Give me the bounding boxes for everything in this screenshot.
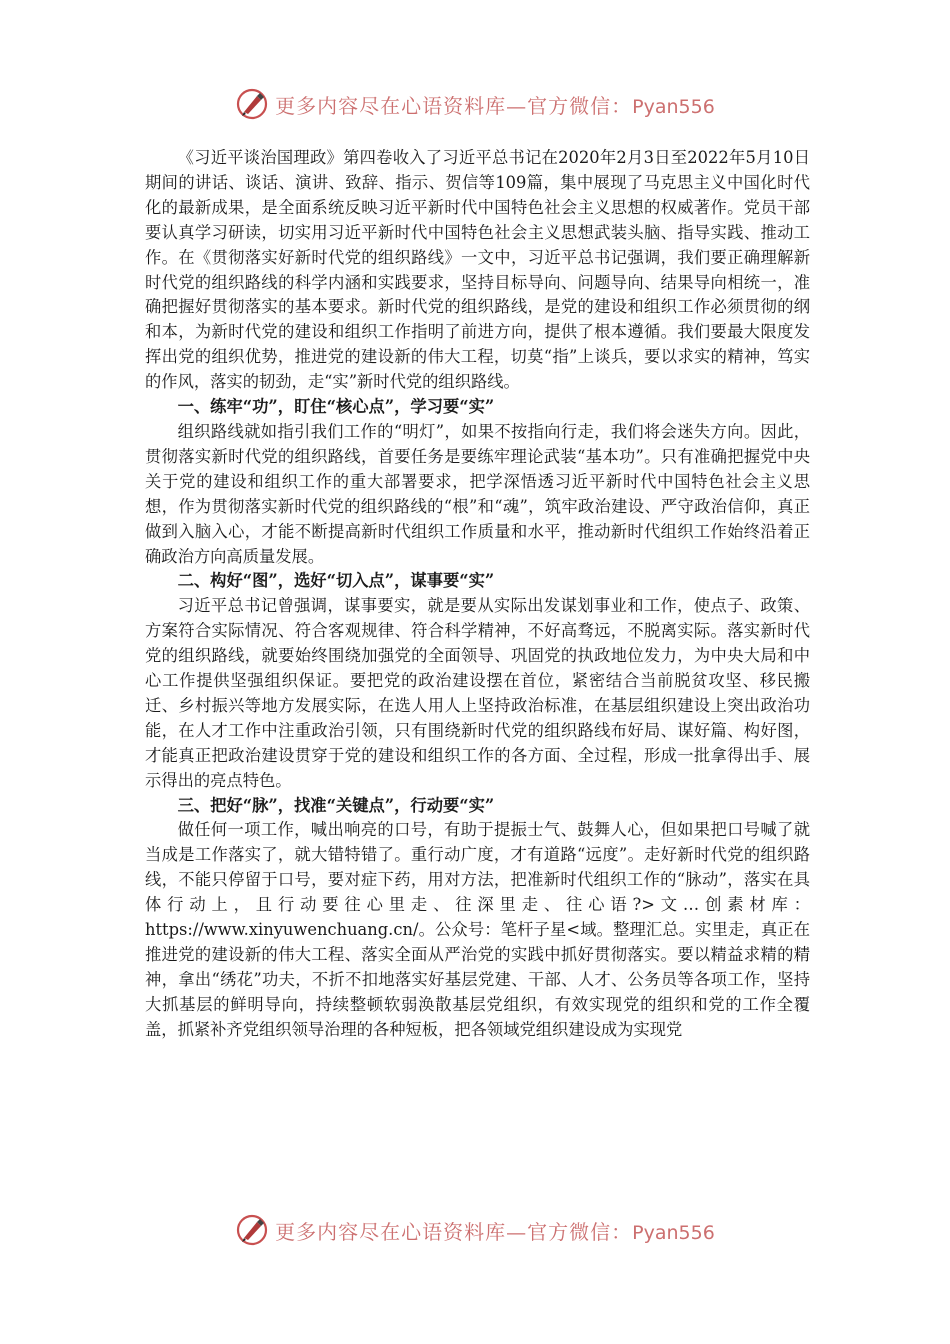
pen-nib-logo-icon	[235, 87, 269, 121]
watermark-text	[275, 90, 715, 119]
watermark-banner-top	[0, 84, 950, 124]
section-3-paragraph: 做任何一项工作，喊出响亮的口号，有助于提振士气、鼓舞人心，但如果把口号喊了就当成是工作落实了，就大错特错了。重行动广度，才有道路“远度”。走好新时代党的组织路线，不能只停留于口号，要对症下药，用对方法，把准新时代组织工作的“脉动”，落实在具体行动上，且行动要往心里走、往深里走、往心语?>文…创素材库：https://www.xinyuwenchuang.cn/。公众号：笔杆子星<域。整理汇总。实里走，真正在推进党的建设新的伟大工程、落实全面从严治党的实践中抓好贯彻落实。要以精益求精的精神，拿出“绣花”功夫，不折不扣地落实好基层党建、干部、人才、公务员等各项工作，坚持大抓基层的鲜明导向，持续整顿软弱涣散基层党组织，有效实现党的组织和党的工作全覆盖，抓紧补齐党组织领导治理的各种短板，把各领域党组织建设成为实现党	[145, 820, 810, 1039]
watermark-text	[275, 1216, 715, 1245]
section-3-heading: 三、把好“脉”，找准“关键点”，行动要“实”	[177, 795, 495, 815]
watermark-prefix: 更多内容尽在心语资料库—官方微信：	[275, 1219, 633, 1244]
article-body	[145, 146, 810, 1043]
watermark-banner-bottom	[0, 1210, 950, 1250]
intro-paragraph: 《习近平谈治国理政》第四卷收入了习近平总书记在2020年2月3日至2022年5月10日期间的讲话、谈话、演讲、致辞、指示、贺信等109篇，集中展现了马克思主义中国化时代化的最新成果，是全面系统反映习近平新时代中国特色社会主义思想的权威著作。党员干部要认真学习研读，切实用习近平新时代中国特色社会主义思想武装头脑、指导实践、推动工作。在《贯彻落实好新时代党的组织路线》一文中，习近平总书记强调，我们要正确理解新时代党的组织路线的科学内涵和实践要求，坚持目标导向、问题导向、结果导向相统一，准确把握好贯彻落实的基本要求。新时代党的组织路线，是党的建设和组织工作必须贯彻的纲和本，为新时代党的建设和组织工作指明了前进方向，提供了根本遵循。我们要最大限度发挥出党的组织优势，推进党的建设新的伟大工程，切莫“指”上谈兵，要以求实的精神，笃实的作风，落实的韧劲，走“实”新时代党的组织路线。	[145, 148, 810, 392]
section-2-paragraph: 习近平总书记曾强调，谋事要实，就是要从实际出发谋划事业和工作，使点子、政策、方案符合实际情况、符合客观规律、符合科学精神，不好高骛远，不脱离实际。落实新时代党的组织路线，就要始终围绕加强党的全面领导、巩固党的执政地位发力，为中央大局和中心工作提供坚强组织保证。要把党的政治建设摆在首位，紧密结合当前脱贫攻坚、移民搬迁、乡村振兴等地方发展实际，在选人用人上坚持政治标准，在基层组织建设上突出政治功能，在人才工作中注重政治引领，只有围绕新时代党的组织路线布好局、谋好篇、构好图，才能真正把政治建设贯穿于党的建设和组织工作的各方面、全过程，形成一批拿得出手、展示得出的亮点特色。	[145, 596, 810, 790]
section-1-paragraph: 组织路线就如指引我们工作的“明灯”，如果不按指向行走，我们将会迷失方向。因此，贯彻落实新时代党的组织路线，首要任务是要练牢理论武装“基本功”。只有准确把握党中央关于党的建设和组织工作的重大部署要求，把学深悟透习近平新时代中国特色社会主义思想，作为贯彻落实新时代党的组织路线的“根”和“魂”，筑牢政治建设、严守政治信仰，真正做到入脑入心，才能不断提高新时代组织工作质量和水平，推动新时代组织工作始终沿着正确政治方向高质量发展。	[145, 421, 810, 566]
pen-nib-logo-icon	[235, 1213, 269, 1247]
watermark-wechat-id: Pyan556	[632, 1221, 715, 1244]
section-1-heading: 一、练牢“功”，盯住“核心点”，学习要“实”	[177, 397, 495, 417]
watermark-wechat-id: Pyan556	[632, 95, 715, 118]
section-2-heading: 二、构好“图”，选好“切入点”，谋事要“实”	[177, 571, 495, 591]
watermark-prefix: 更多内容尽在心语资料库—官方微信：	[275, 93, 633, 118]
